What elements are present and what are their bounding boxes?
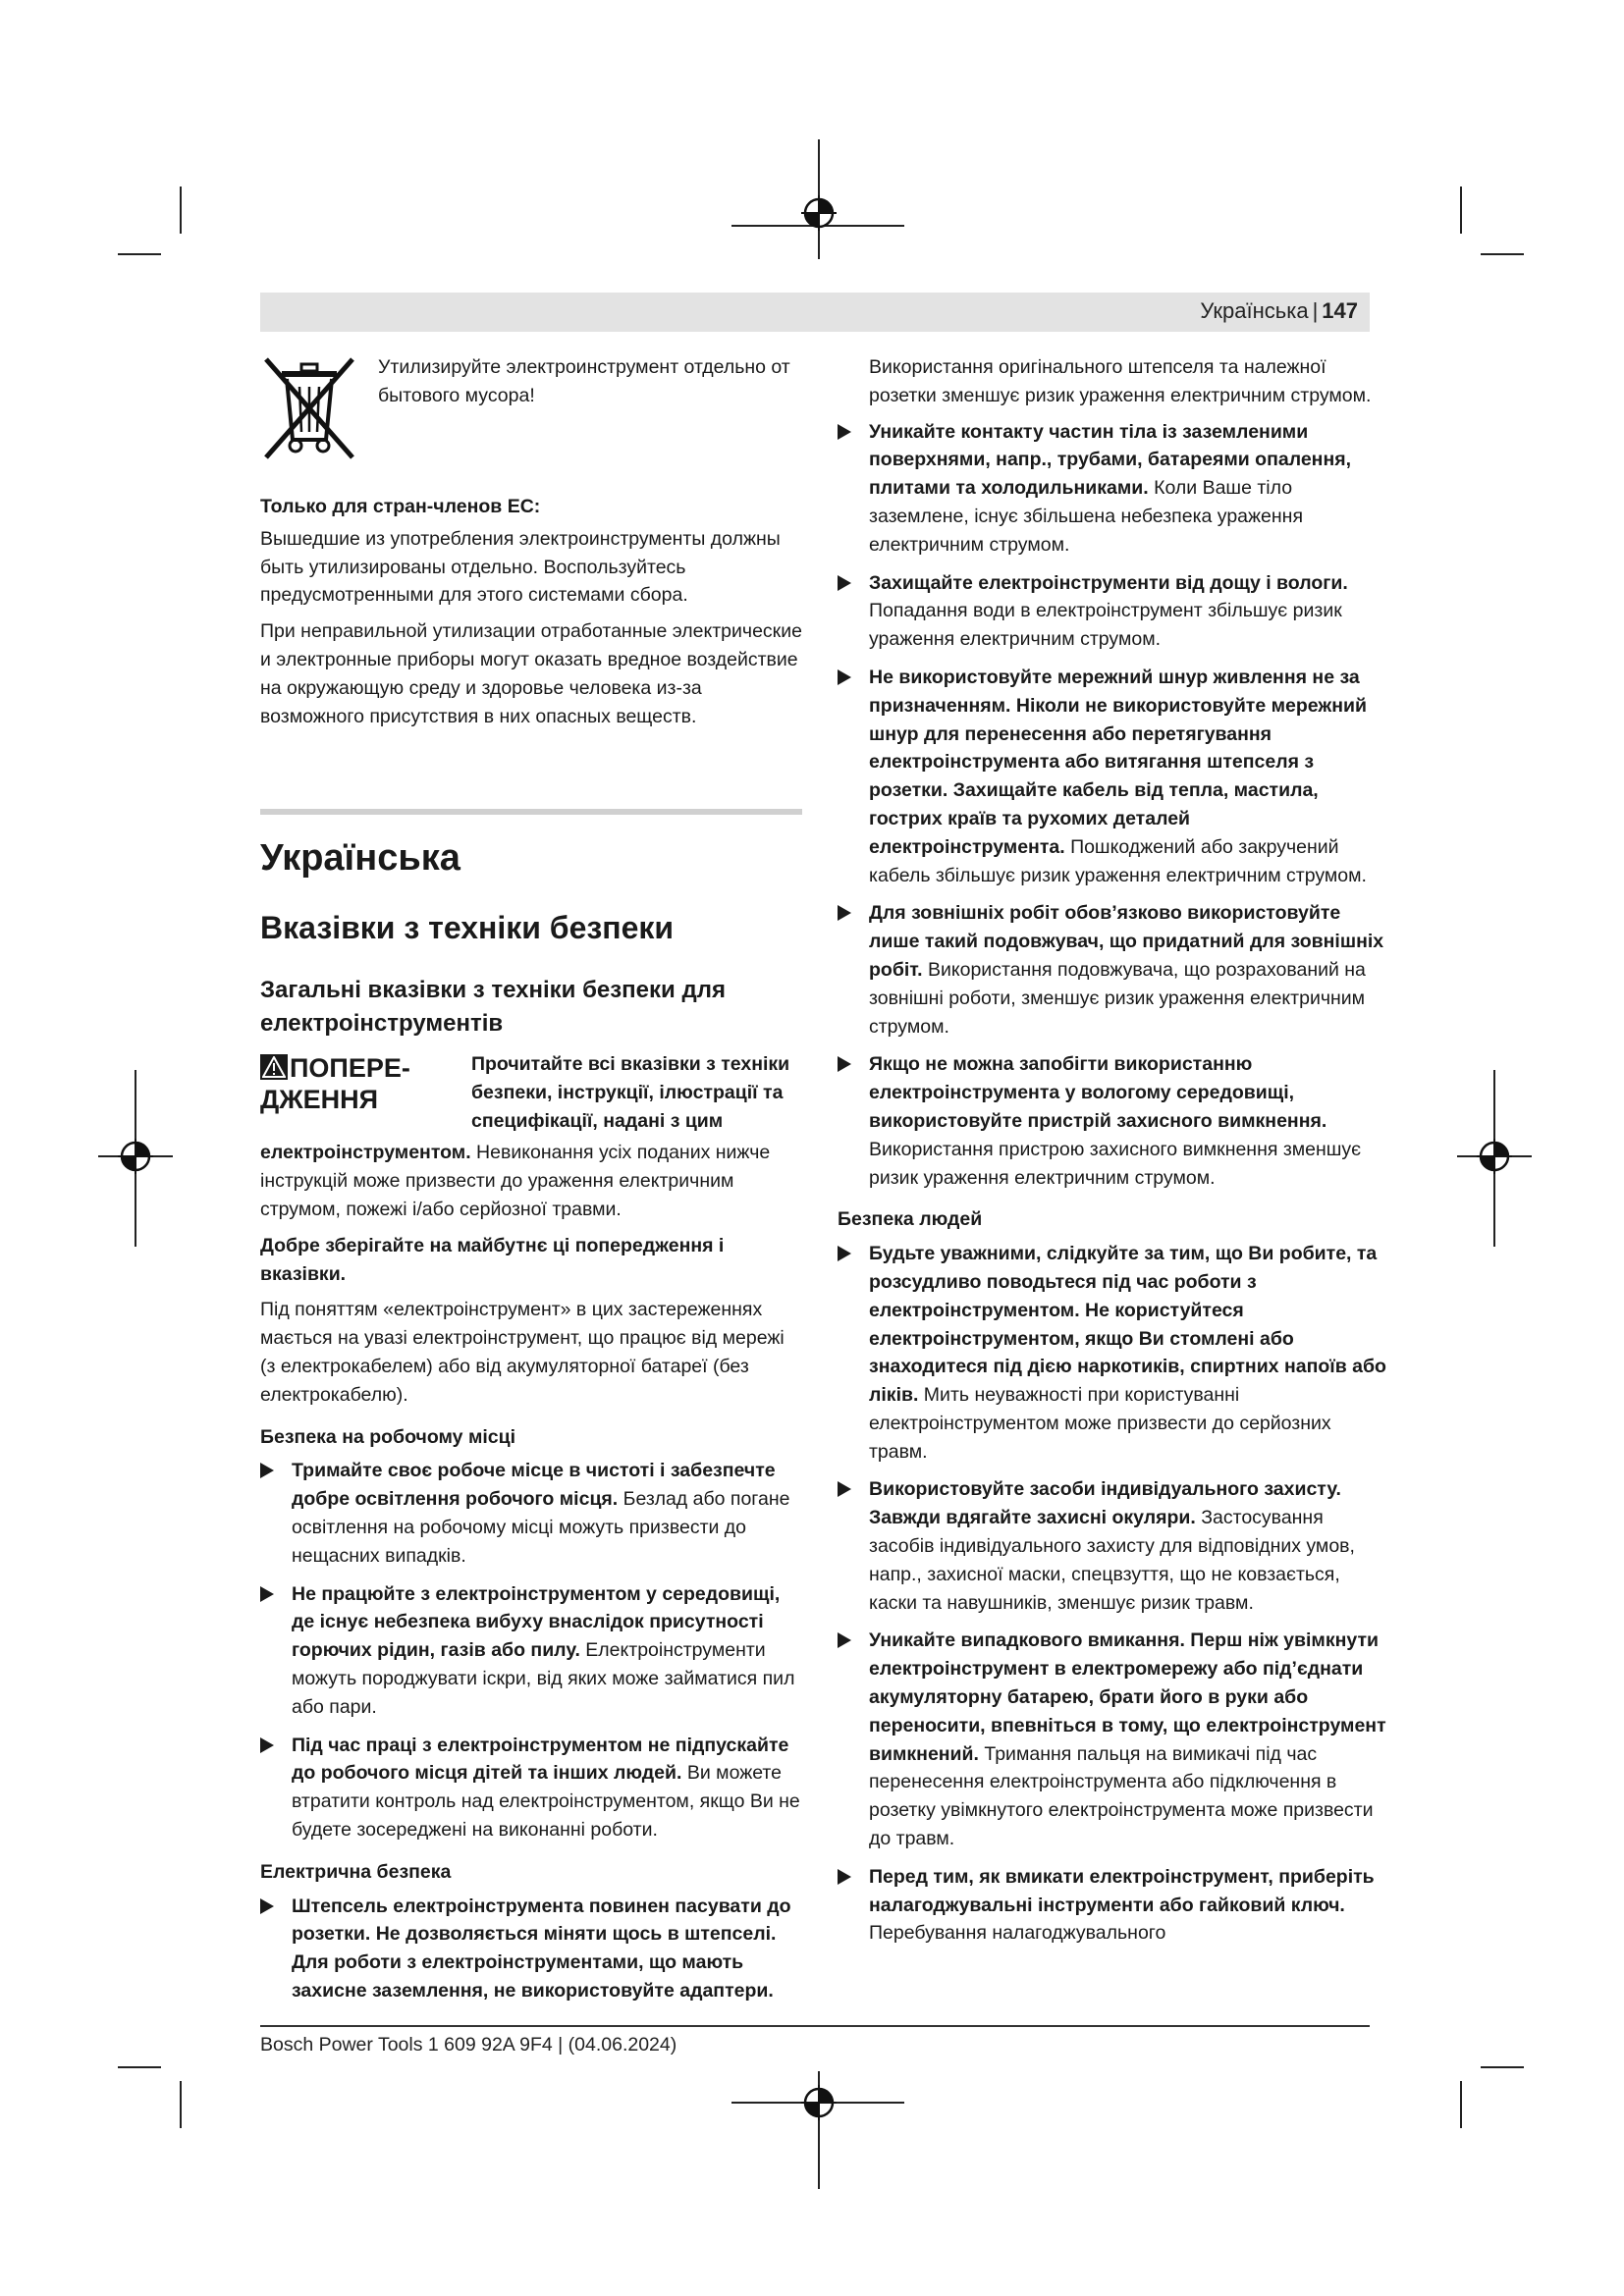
safety-title: Вказівки з техніки безпеки <box>260 910 675 946</box>
disposal-notice <box>260 353 802 471</box>
plug-continuation: Використання оригінального штепселя та належної розетки зменшує ризик ураження електричним струмом. <box>869 356 1372 406</box>
bullet-text: Мить неуважності при користуванні електроінструментом може призвести до серйозних травм. <box>869 1384 1331 1463</box>
bullet-arrow-icon <box>838 1056 851 1072</box>
right-column <box>838 353 1387 1957</box>
bullet-arrow-icon <box>838 1869 851 1885</box>
warning-label-text: ПОПЕРЕ-ДЖЕННЯ <box>260 1053 410 1115</box>
personal-safety-heading: Безпека людей <box>838 1208 983 1231</box>
registration-mark-icon <box>116 1137 155 1176</box>
bullet-arrow-icon <box>838 1246 851 1261</box>
keep-instructions-note: Добре зберігайте на майбутнє ці попередження і вказівки. <box>260 1234 725 1285</box>
bullet-bold-text: Уникайте контакту частин тіла із заземленими поверхнями, напр., трубами, батареями опалення, плитами та холодильниками. <box>869 420 1352 500</box>
language-section-title: Українська <box>260 837 460 880</box>
bullet-bold-text: Будьте уважними, слідкуйте за тим, що Ви робите, та розсудливо поводьтеся під час роботи з електроінструментом. Не користуйтеся електроінструментом, якщо Ви стомлені або знаходитеся під дією наркотиків, спиртних напоїв або ліків. <box>869 1243 1386 1407</box>
work-area-heading: Безпека на робочому місці <box>260 1425 516 1448</box>
list-item <box>260 1893 802 2005</box>
page-header <box>260 293 1370 332</box>
bullet-text: Використання подовжувача, що розрахований на зовнішні роботи, зменшує ризик ураження електричним струмом. <box>869 958 1366 1038</box>
bullet-bold-text: Штепсель електроінструмента повинен пасувати до розетки. Не дозволяється міняти щось в штепселі. Для роботи з електроінструментами, що мають захисне заземлення, не використовуйте адаптери. <box>292 1895 791 2002</box>
warning-block <box>260 1050 802 1139</box>
warning-bold-continuation: електроінструментом. <box>260 1142 471 1164</box>
list-item <box>838 1050 1387 1192</box>
bullet-text: Застосування засобів індивідуального захисту для відповідних умов, напр., захисної маски, спецвзуття, що не ковзається, каски та навушників, зменшує ризик травм. <box>869 1507 1355 1614</box>
bullet-text: Ви можете втратити контроль над електроінструментом, якщо Ви не будете зосереджені на виконанні роботи. <box>292 1762 800 1841</box>
list-item <box>260 1732 802 1844</box>
warning-label <box>260 1052 452 1115</box>
bullet-bold-text: Якщо не можна запобігти використанню електроінструмента у вологому середовищі, використовуйте пристрій захисного вимкнення. <box>869 1053 1327 1132</box>
left-column <box>260 353 802 2015</box>
bullet-text: Тримання пальця на вимикачі під час перенесення електроінструмента або підключення в розетку увімкнутого електроінструмента може призвести до травм. <box>869 1742 1374 1850</box>
header-text: Українська | 147 <box>1200 298 1358 323</box>
bullet-arrow-icon <box>260 1463 274 1478</box>
bullet-text: Використання пристрою захисного вимкнення зменшує ризик ураження електричним струмом. <box>869 1138 1362 1189</box>
bullet-bold-text: Перед тим, як вмикати електроінструмент, приберіть налагоджувальні інструменти або гайковий ключ. <box>869 1865 1375 1916</box>
bullet-bold-text: Не використовуйте мережний шнур живлення не за призначенням. Ніколи не використовуйте мережний шнур для перенесення або перетягування електроінструмента або витягання штепселя з розетки. Захищайте кабель від тепла, мастила, гострих країв та рухомих деталей електроінструмента. <box>869 666 1367 858</box>
electrical-safety-heading: Електрична безпека <box>260 1860 452 1883</box>
list-item <box>838 899 1387 1041</box>
bullet-text: Попадання води в електроінструмент збільшує ризик ураження електричним струмом. <box>869 600 1342 651</box>
bullet-arrow-icon <box>260 1586 274 1602</box>
list-item <box>838 418 1387 560</box>
list-item <box>838 664 1387 889</box>
bullet-bold-text: Захищайте електроінструменти від дощу і вологи. <box>869 571 1348 594</box>
bullet-arrow-icon <box>838 1632 851 1648</box>
registration-mark-icon <box>1475 1137 1514 1176</box>
registration-mark-icon <box>799 193 839 233</box>
bullet-text: Електроінструменти можуть породжувати іскри, від яких може займатися пил або пари. <box>292 1639 795 1718</box>
disposal-text: Утилизируйте электроинструмент отдельно от бытового мусора! <box>378 356 790 406</box>
eu-paragraph-2: При неправильной утилизации отработанные электрические и электронные приборы могут оказать вредное воздействие на окружающую среду и здоровье человека из-за возможного присутствия в них опасных веществ. <box>260 620 802 727</box>
bullet-arrow-icon <box>838 669 851 685</box>
bullet-bold-text: Уникайте випадкового вмикання. Перш ніж увімкнути електроінструмент в електромережу або під’єднати акумуляторну батарею, брати його в руки або переносити, впевніться в тому, що електроінструмент вимкнений. <box>869 1629 1386 1765</box>
bullet-bold-text: Під час праці з електроінструментом не підпускайте до робочого місця дітей та інших людей. <box>292 1734 789 1785</box>
crossed-bin-icon <box>260 353 358 463</box>
list-item <box>838 1475 1387 1617</box>
bullet-arrow-icon <box>838 1481 851 1497</box>
bullet-arrow-icon <box>838 424 851 440</box>
section-divider <box>260 809 802 815</box>
general-safety-title: Загальні вказівки з техніки безпеки для електроінструментів <box>260 977 726 1038</box>
bullet-bold-text: Не працюйте з електроінструментом у середовищі, де існує небезпека вибуху внаслідок присутності горючих рідин, газів або пилу. <box>292 1582 781 1662</box>
footer-text: Bosch Power Tools 1 609 92A 9F4 | (04.06.2024) <box>260 2034 677 2056</box>
bullet-arrow-icon <box>838 575 851 591</box>
bullet-text: Коли Ваше тіло заземлене, існує збільшена небезпека ураження електричним струмом. <box>869 477 1303 556</box>
list-item <box>838 1240 1387 1466</box>
bullet-arrow-icon <box>838 905 851 921</box>
warning-bold-text: Прочитайте всі вказівки з техніки безпеки, інструкції, ілюстрації та специфікації, надані з цим <box>471 1053 790 1132</box>
registration-mark-icon <box>799 2083 839 2122</box>
list-item <box>838 1627 1387 1852</box>
bullet-bold-text: Тримайте своє робоче місце в чистоті і забезпечте добре освітлення робочого місця. <box>292 1460 776 1511</box>
bullet-text: Перебування налагоджувального <box>869 1922 1166 1945</box>
bullet-text: Пошкоджений або закручений кабель збільшує ризик ураження електричним струмом. <box>869 835 1367 886</box>
bullet-bold-text: Для зовнішніх робіт обов’язково використовуйте лише такий подовжувач, що придатний для зовнішніх робіт. <box>869 902 1384 981</box>
page-number: 147 <box>1322 298 1358 323</box>
header-section: Українська <box>1200 298 1309 323</box>
bullet-text: Безлад або погане освітлення на робочому місці можуть призвести до нещасних випадків. <box>292 1488 790 1567</box>
list-item <box>260 1457 802 1570</box>
warning-rest: Невиконання усіх поданих нижче інструкцій може призвести до ураження електричним струмом, пожежі і/або серйозної травми. <box>260 1142 771 1220</box>
warning-continuation <box>260 1139 802 1223</box>
power-tool-term-definition: Під поняттям «електроінструмент» в цих застереженнях мається на увазі електроінструмент, що працює від мережі (з електрокабелем) або від акумуляторної батареї (без електрокабелю). <box>260 1299 785 1406</box>
bullet-bold-text: Використовуйте засоби індивідуального захисту. Завжди вдягайте захисні окуляри. <box>869 1478 1341 1529</box>
list-item <box>260 1580 802 1722</box>
bullet-arrow-icon <box>260 1898 274 1914</box>
list-item <box>838 1863 1387 1948</box>
eu-paragraph-1: Вышедшие из употребления электроинструменты должны быть утилизированы отдельно. Воспользуйтесь предусмотренными для этого системами сбора. <box>260 527 781 607</box>
eu-heading: Только для стран-членов ЕС: <box>260 496 541 517</box>
bullet-arrow-icon <box>260 1737 274 1753</box>
list-item <box>838 569 1387 654</box>
warning-triangle-icon <box>260 1054 288 1080</box>
footer-divider <box>260 2025 1370 2027</box>
